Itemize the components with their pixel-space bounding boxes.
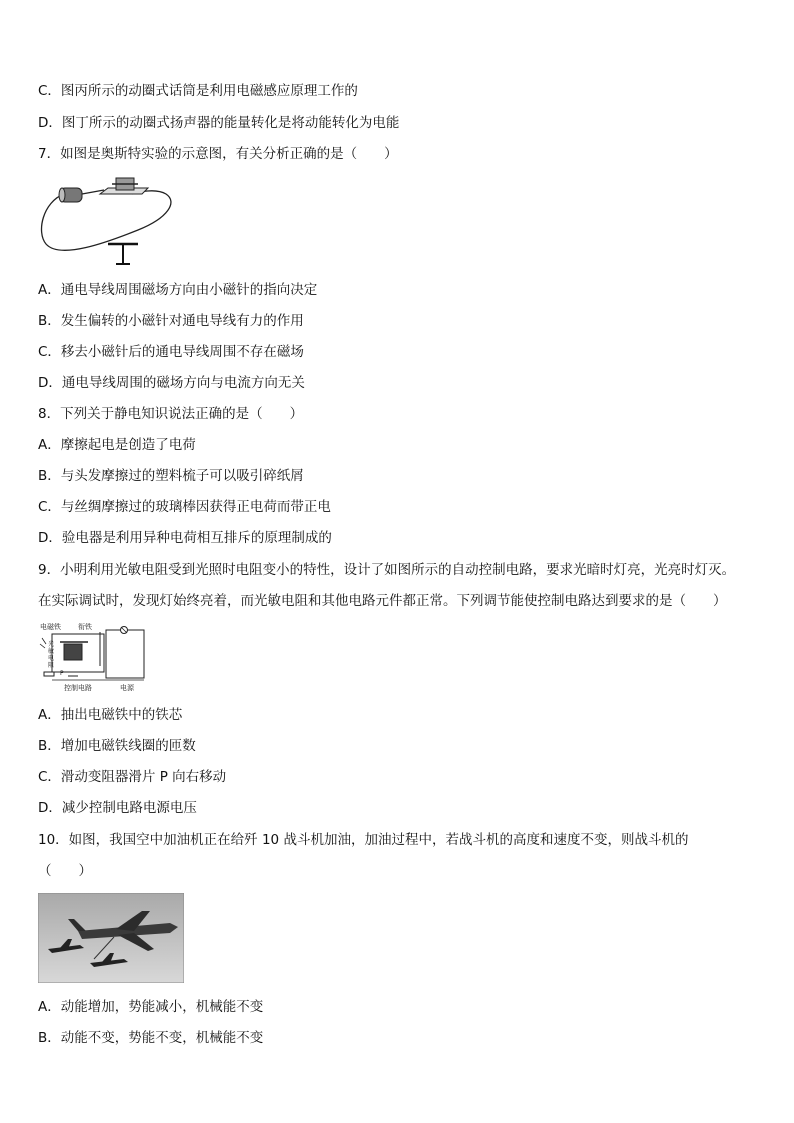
aerial-refueling-photo bbox=[38, 893, 184, 987]
oersted-figure bbox=[38, 172, 180, 276]
option-8d: D．验电器是利用异种电荷相互排斥的原理制成的 bbox=[38, 530, 332, 546]
power-source-label: 电源 bbox=[120, 684, 134, 692]
control-circuit-label: 控制电路 bbox=[64, 684, 92, 692]
photoresistor-label-3: 电 bbox=[48, 655, 55, 662]
question-9: 9．小明利用光敏电阻受到光照时电阻变小的特性，设计了如图所示的自动控制电路，要求光暗时灯亮，光亮时灯灭。 bbox=[38, 562, 736, 578]
photoresistor-label-1: 光 bbox=[48, 641, 55, 648]
line-1: C．图丙所示的动圈式话筒是利用电磁感应原理工作的 bbox=[38, 83, 358, 99]
armature-label: 衔铁 bbox=[78, 623, 92, 631]
option-7a: A．通电导线周围磁场方向由小磁针的指向决定 bbox=[38, 282, 318, 298]
option-9d: D．减少控制电路电源电压 bbox=[38, 800, 197, 816]
option-8b: B．与头发摩擦过的塑料梳子可以吸引碎纸屑 bbox=[38, 468, 304, 484]
control-circuit-figure bbox=[38, 620, 148, 696]
line-2: D．图丁所示的动圈式扬声器的能量转化是将动能转化为电能 bbox=[38, 115, 400, 131]
option-8c: C．与丝绸摩擦过的玻璃棒因获得正电荷而带正电 bbox=[38, 499, 331, 515]
option-7d: D．通电导线周围的磁场方向与电流方向无关 bbox=[38, 375, 305, 391]
option-9c: C．滑动变阻器滑片 P 向右移动 bbox=[38, 769, 227, 785]
option-7c: C．移去小磁针后的通电导线周围不存在磁场 bbox=[38, 344, 304, 360]
photoresistor-label-4: 阻 bbox=[48, 662, 55, 669]
question-10-bracket: （ ） bbox=[38, 863, 92, 879]
photoresistor-label-2: 敏 bbox=[48, 648, 55, 655]
slider-label: P bbox=[60, 670, 64, 677]
option-9a: A．抽出电磁铁中的铁芯 bbox=[38, 707, 183, 723]
option-10a: A．动能增加，势能减小，机械能不变 bbox=[38, 999, 264, 1015]
option-10b: B．动能不变，势能不变，机械能不变 bbox=[38, 1030, 264, 1046]
question-10: 10．如图，我国空中加油机正在给歼 10 战斗机加油，加油过程中，若战斗机的高度和速度不变，则战斗机的 bbox=[38, 832, 689, 848]
question-8: 8．下列关于静电知识说法正确的是（ ） bbox=[38, 406, 304, 422]
option-7b: B．发生偏转的小磁针对通电导线有力的作用 bbox=[38, 313, 304, 329]
question-9-cont: 在实际调试时，发现灯始终亮着，而光敏电阻和其他电路元件都正常。下列调节能使控制电路达到要求的是（ ） bbox=[38, 593, 727, 609]
option-8a: A．摩擦起电是创造了电荷 bbox=[38, 437, 196, 453]
option-9b: B．增加电磁铁线圈的匝数 bbox=[38, 738, 196, 754]
electromagnet-label: 电磁铁 bbox=[40, 623, 61, 631]
question-7: 7．如图是奥斯特实验的示意图，有关分析正确的是（ ） bbox=[38, 146, 398, 162]
